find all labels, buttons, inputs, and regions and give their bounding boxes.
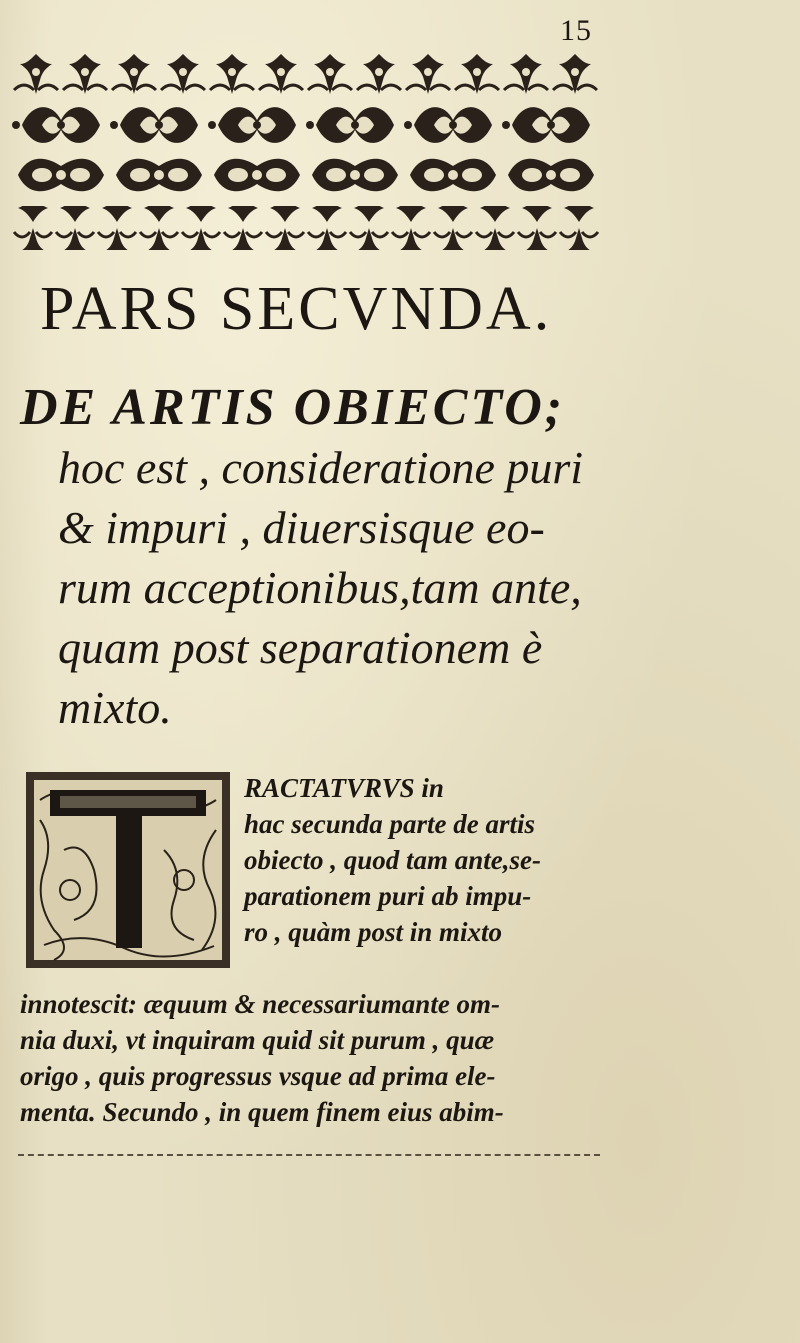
body-line: ro , quàm post in mixto: [244, 917, 503, 947]
subtitle-line: hoc est , consideratione puri: [58, 442, 584, 493]
body-line: nia duxi, vt inquiram quid sit purum , quæ: [20, 1025, 495, 1055]
page-number: 15: [560, 14, 592, 47]
body-full: [20, 986, 504, 1130]
decorated-initial-t: [24, 770, 232, 970]
body-line: innotescit: æquum & necessariumante om-: [20, 989, 501, 1019]
body-line: menta. Secundo , in quem finem eius abim-: [20, 1097, 504, 1127]
body-line: origo , quis progressus vsque ad prima ele-: [20, 1061, 496, 1091]
body-line: RACTATVRVS in: [244, 773, 444, 803]
decorative-headpiece: [12, 50, 600, 250]
body-indented: [244, 770, 541, 950]
body-line: hac secunda parte de artis: [244, 809, 536, 839]
body-line: parationem puri ab impu-: [244, 881, 532, 911]
subtitle-line: quam post separationem è: [58, 622, 543, 673]
body-line: obiecto , quod tam ante,se-: [244, 845, 541, 875]
subtitle-line: rum acceptionibus,tam ante,: [58, 562, 582, 613]
page-bottom-rule: [18, 1150, 600, 1156]
subtitle-line: & impuri , diuersisque eo-: [58, 502, 545, 553]
subtitle-heading: DE ARTIS OBIECTO;: [20, 379, 566, 436]
part-title: PARS SECVNDA.: [40, 275, 553, 343]
subtitle-block: [20, 378, 620, 738]
subtitle-line: mixto.: [58, 682, 172, 733]
